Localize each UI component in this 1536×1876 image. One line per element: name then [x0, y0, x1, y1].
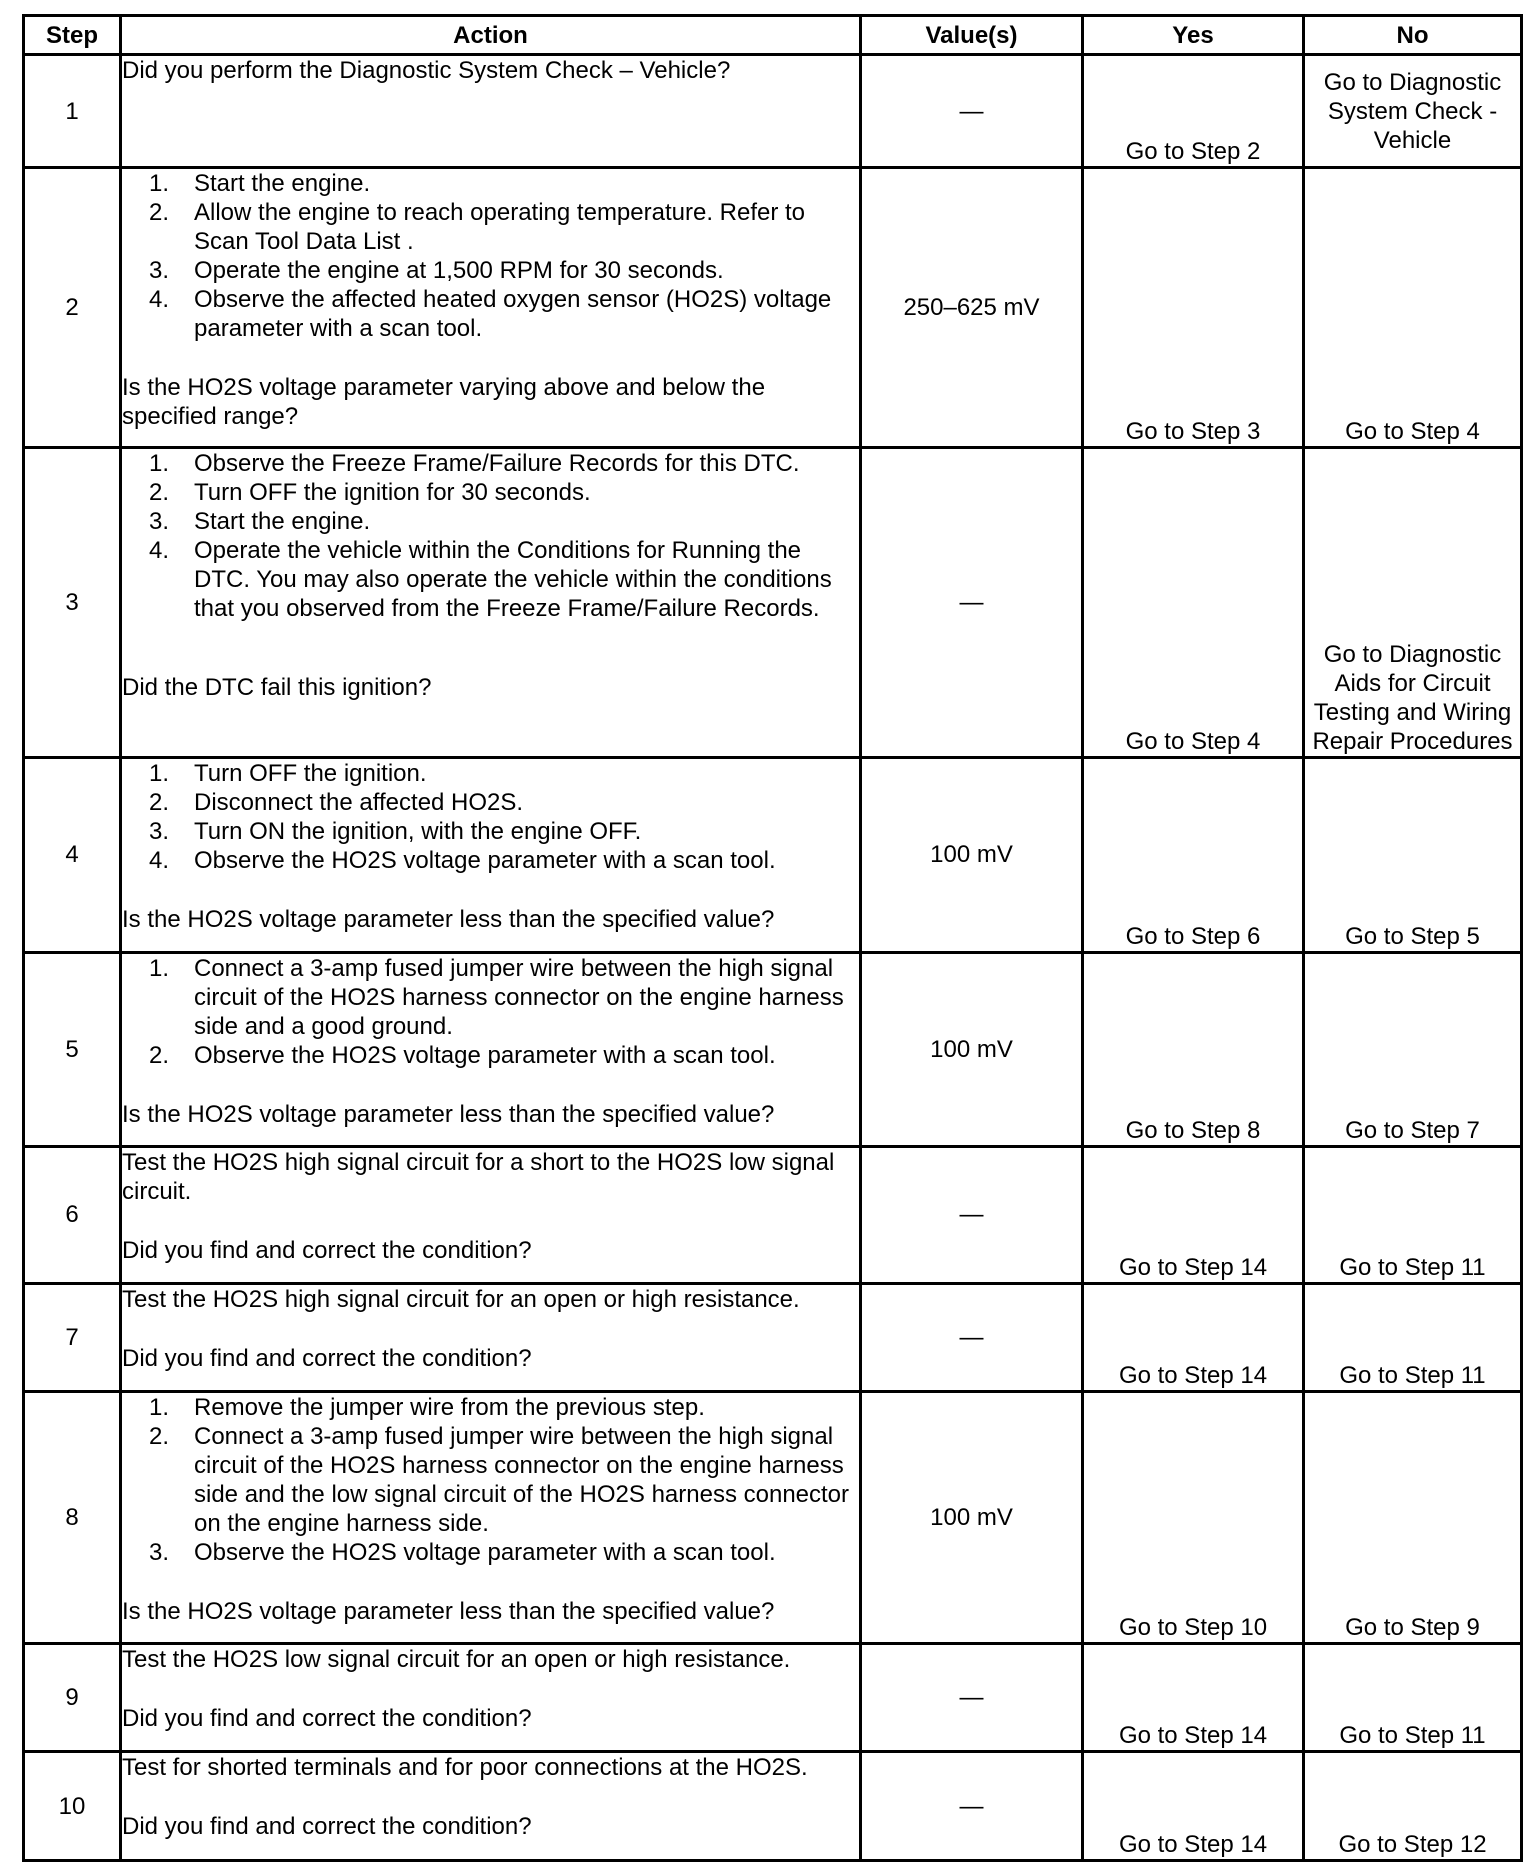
action-cell — [121, 1283, 861, 1391]
list-item-text: Allow the engine to reach operating temperature. Refer to Scan Tool Data List . — [194, 199, 806, 256]
table-row — [24, 952, 1522, 1146]
value-cell: 100 mV — [861, 1392, 1083, 1644]
list-item-number: 3. — [148, 508, 169, 536]
question-text: Did you find and correct the condition? — [122, 1813, 532, 1841]
list-item — [122, 536, 859, 623]
list-item-text: Operate the vehicle within the Conditions for Running the DTC. You may also operate the vehicle within the conditions that you observed from the Freeze Frame/Failure Records. — [194, 537, 832, 623]
list-item-text: Start the engine. — [194, 170, 371, 198]
list-item-text: Observe the HO2S voltage parameter with a scan tool. — [194, 847, 776, 875]
value-cell: — — [861, 55, 1083, 168]
value-cell: — — [861, 1752, 1083, 1861]
table-row — [24, 55, 1522, 168]
list-item-number: 2. — [148, 1423, 169, 1451]
list-item-number: 3. — [148, 257, 169, 285]
header-yes: Yes — [1083, 16, 1304, 55]
list-item — [122, 449, 859, 478]
action-cell — [121, 1146, 861, 1283]
no-cell: Go to Step 11 — [1304, 1643, 1522, 1751]
question-text: Is the HO2S voltage parameter varying above and below the specified range? — [122, 374, 766, 431]
step-number: 8 — [24, 1392, 121, 1644]
action-cell — [121, 1643, 861, 1751]
question-text: Is the HO2S voltage parameter less than the specified value? — [122, 1598, 775, 1626]
diagnostic-table — [22, 14, 1523, 1862]
question-text: Did you find and correct the condition? — [122, 1236, 532, 1264]
procedure-list — [122, 1393, 859, 1567]
list-item-text: Turn OFF the ignition. — [194, 760, 427, 788]
procedure-list — [122, 759, 859, 875]
yes-cell: Go to Step 4 — [1083, 448, 1304, 758]
no-cell: Go to Step 9 — [1304, 1392, 1522, 1644]
list-item-number: 2. — [148, 789, 169, 817]
action-cell — [121, 55, 861, 168]
list-item — [122, 478, 859, 507]
table-row — [24, 448, 1522, 758]
action-text: Test for shorted terminals and for poor connections at the HO2S. — [122, 1754, 808, 1782]
header-row — [24, 16, 1522, 55]
header-action: Action — [121, 16, 861, 55]
action-cell — [121, 1752, 861, 1861]
step-number: 5 — [24, 952, 121, 1146]
list-item-text: Turn OFF the ignition for 30 seconds. — [194, 479, 591, 507]
list-item-number: 1. — [148, 954, 169, 982]
list-item-text: Connect a 3-amp fused jumper wire between the high signal circuit of the HO2S harness connector on the engine harness side and a good ground. — [194, 954, 844, 1040]
action-cell — [121, 952, 861, 1146]
list-item — [122, 846, 859, 875]
table-row — [24, 1392, 1522, 1644]
table-row — [24, 758, 1522, 952]
step-number: 3 — [24, 448, 121, 758]
action-text: Test the HO2S high signal circuit for a short to the HO2S low signal circuit. — [122, 1148, 835, 1205]
list-item-number: 1. — [148, 450, 169, 478]
list-item-number: 1. — [148, 760, 169, 788]
no-cell: Go to Step 11 — [1304, 1283, 1522, 1391]
list-item — [122, 1422, 859, 1538]
list-item-text: Operate the engine at 1,500 RPM for 30 seconds. — [194, 257, 724, 285]
list-item — [122, 1393, 859, 1422]
step-number: 6 — [24, 1146, 121, 1283]
action-text: Test the HO2S low signal circuit for an open or high resistance. — [122, 1645, 791, 1673]
header-no: No — [1304, 16, 1522, 55]
list-item — [122, 954, 859, 1041]
table-row — [24, 168, 1522, 448]
list-item — [122, 817, 859, 846]
procedure-list — [122, 449, 859, 623]
list-item-number: 2. — [148, 1041, 169, 1069]
value-cell: — — [861, 448, 1083, 758]
step-number: 1 — [24, 55, 121, 168]
list-item — [122, 507, 859, 536]
no-cell: Go to Diagnostic System Check - Vehicle — [1304, 55, 1522, 168]
value-cell: 100 mV — [861, 952, 1083, 1146]
value-cell: 100 mV — [861, 758, 1083, 952]
action-cell — [121, 448, 861, 758]
list-item-number: 2. — [148, 479, 169, 507]
yes-cell: Go to Step 8 — [1083, 952, 1304, 1146]
list-item-text: Disconnect the affected HO2S. — [194, 789, 524, 817]
list-item — [122, 169, 859, 198]
list-item-number: 4. — [148, 537, 169, 565]
no-cell: Go to Step 11 — [1304, 1146, 1522, 1283]
value-cell: — — [861, 1146, 1083, 1283]
no-cell: Go to Step 4 — [1304, 168, 1522, 448]
value-cell: 250–625 mV — [861, 168, 1083, 448]
list-item-number: 2. — [148, 199, 169, 227]
yes-cell: Go to Step 2 — [1083, 55, 1304, 168]
list-item — [122, 256, 859, 285]
step-number: 7 — [24, 1283, 121, 1391]
value-cell: — — [861, 1643, 1083, 1751]
list-item-number: 1. — [148, 170, 169, 198]
list-item-text: Remove the jumper wire from the previous step. — [194, 1394, 705, 1422]
list-item-text: Observe the Freeze Frame/Failure Records for this DTC. — [194, 450, 800, 478]
list-item-text: Observe the HO2S voltage parameter with a scan tool. — [194, 1539, 776, 1567]
list-item-number: 1. — [148, 1394, 169, 1422]
no-cell: Go to Step 7 — [1304, 952, 1522, 1146]
action-cell — [121, 168, 861, 448]
table-row — [24, 1752, 1522, 1861]
header-values: Value(s) — [861, 16, 1083, 55]
question-text: Did you find and correct the condition? — [122, 1704, 532, 1732]
list-item-text: Connect a 3-amp fused jumper wire between the high signal circuit of the HO2S harness connector on the engine harness side and the low signal circuit of the HO2S harness connector on the engine harness side. — [194, 1423, 850, 1538]
procedure-list — [122, 169, 859, 343]
question-text: Is the HO2S voltage parameter less than the specified value? — [122, 1100, 775, 1128]
step-number: 10 — [24, 1752, 121, 1861]
question-text: Did the DTC fail this ignition? — [122, 674, 432, 702]
action-text: Test the HO2S high signal circuit for an open or high resistance. — [122, 1285, 800, 1313]
yes-cell: Go to Step 3 — [1083, 168, 1304, 448]
table-row — [24, 1283, 1522, 1391]
question-text: Did you find and correct the condition? — [122, 1344, 532, 1372]
table-row — [24, 1146, 1522, 1283]
list-item — [122, 1041, 859, 1070]
action-cell — [121, 1392, 861, 1644]
value-cell: — — [861, 1283, 1083, 1391]
list-item — [122, 198, 859, 256]
yes-cell: Go to Step 14 — [1083, 1283, 1304, 1391]
question-text: Is the HO2S voltage parameter less than the specified value? — [122, 906, 775, 934]
yes-cell: Go to Step 14 — [1083, 1752, 1304, 1861]
step-number: 9 — [24, 1643, 121, 1751]
list-item — [122, 759, 859, 788]
yes-cell: Go to Step 14 — [1083, 1643, 1304, 1751]
list-item-number: 4. — [148, 286, 169, 314]
list-item-text: Turn ON the ignition, with the engine OFF. — [194, 818, 642, 846]
action-cell — [121, 758, 861, 952]
list-item-text: Observe the HO2S voltage parameter with a scan tool. — [194, 1041, 776, 1069]
yes-cell: Go to Step 6 — [1083, 758, 1304, 952]
list-item — [122, 1538, 859, 1567]
list-item — [122, 788, 859, 817]
list-item-number: 3. — [148, 1539, 169, 1567]
list-item — [122, 285, 859, 343]
list-item-text: Observe the affected heated oxygen sensor (HO2S) voltage parameter with a scan tool. — [194, 286, 832, 343]
list-item-number: 4. — [148, 847, 169, 875]
yes-cell: Go to Step 10 — [1083, 1392, 1304, 1644]
action-text: Did you perform the Diagnostic System Check – Vehicle? — [122, 57, 731, 84]
table-row — [24, 1643, 1522, 1751]
step-number: 4 — [24, 758, 121, 952]
list-item-number: 3. — [148, 818, 169, 846]
list-item-text: Start the engine. — [194, 508, 371, 536]
header-step: Step — [24, 16, 121, 55]
no-cell: Go to Step 12 — [1304, 1752, 1522, 1861]
procedure-list — [122, 954, 859, 1070]
step-number: 2 — [24, 168, 121, 448]
no-cell: Go to Diagnostic Aids for Circuit Testing and Wiring Repair Procedures — [1304, 448, 1522, 758]
yes-cell: Go to Step 14 — [1083, 1146, 1304, 1283]
table-body — [24, 55, 1522, 1861]
no-cell: Go to Step 5 — [1304, 758, 1522, 952]
